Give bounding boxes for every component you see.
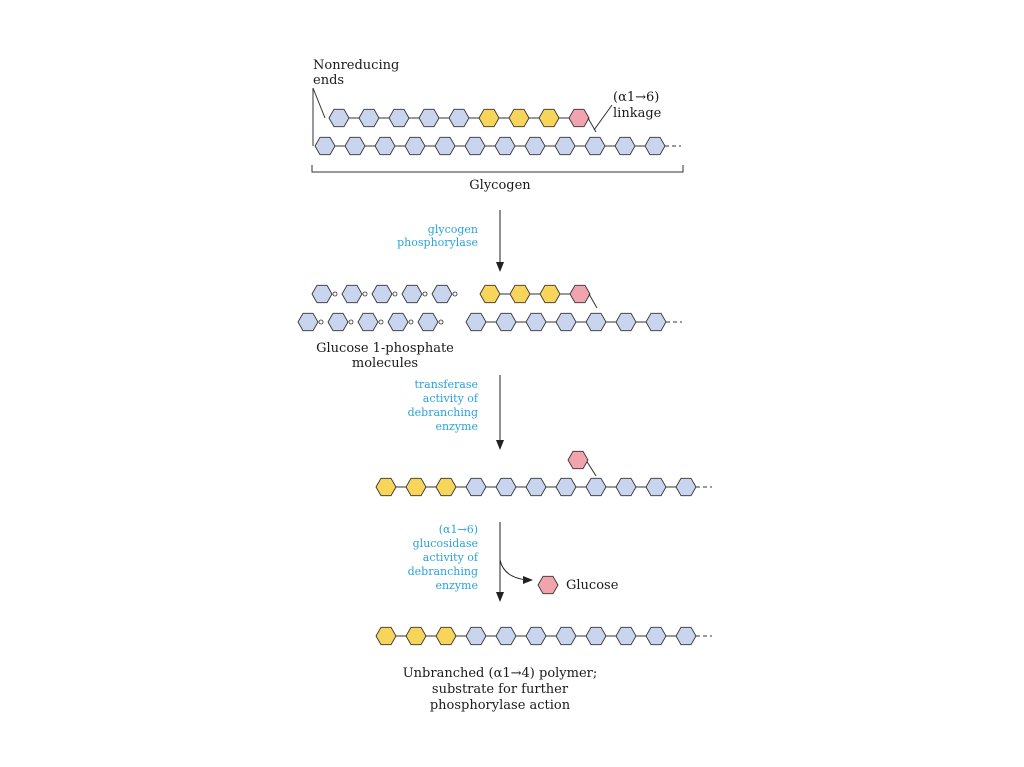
glucose-residue: [538, 576, 558, 593]
enzyme-step2-line2: activity of: [422, 392, 478, 405]
alpha-1-6-bond: [589, 294, 597, 308]
glucose-residue: [526, 478, 546, 495]
glucose-residue: [372, 285, 392, 302]
stage-after-phosphorylase: [298, 285, 682, 371]
glycogen-main-chain: [315, 137, 681, 154]
glucose-residue: [479, 109, 499, 126]
glucose-residue: [449, 109, 469, 126]
step-transferase: [408, 375, 504, 450]
glucose-residue: [376, 478, 396, 495]
glucose-residue: [540, 285, 560, 302]
phosphate-group: [319, 320, 323, 324]
alpha-1-6-bond: [588, 118, 596, 132]
enzyme-step2-line1: transferase: [414, 378, 478, 391]
glycogen-branch-chain: [329, 109, 596, 132]
glucose-residue: [496, 627, 516, 644]
glycogen-label: Glycogen: [469, 178, 531, 193]
glycogen-bracket: [312, 165, 683, 172]
stage-unbranched: [376, 627, 712, 713]
glucose-residue: [328, 313, 348, 330]
glucose-residue: [676, 627, 696, 644]
free-glucose-residue: [538, 576, 558, 593]
glucose-label: Glucose: [566, 578, 619, 593]
alpha-1-6-bond: [586, 460, 596, 476]
glucose-residue: [570, 285, 590, 302]
enzyme-step3-line2: glucosidase: [412, 537, 478, 550]
enzyme-step3-line5: enzyme: [435, 579, 478, 592]
glucose-residue: [315, 137, 335, 154]
enzyme-step3-line4: debranching: [407, 565, 478, 578]
glucose-residue: [586, 478, 606, 495]
linkage-pointer: [594, 105, 612, 130]
glucose-residue: [526, 313, 546, 330]
nonreducing-label-2: ends: [313, 73, 345, 88]
phosphate-group: [349, 320, 353, 324]
glucose-residue: [358, 313, 378, 330]
glucose-residue: [510, 285, 530, 302]
enzyme-step2-line4: enzyme: [435, 420, 478, 433]
glucose-residue: [646, 627, 666, 644]
glucose-residue: [432, 285, 452, 302]
glucose-residue: [436, 478, 456, 495]
linkage-label-2: linkage: [613, 106, 662, 121]
glucose-residue: [406, 627, 426, 644]
phosphate-group: [363, 292, 367, 296]
glucose-residue: [496, 478, 516, 495]
glucose-residue: [645, 137, 665, 154]
glucose-residue: [435, 137, 455, 154]
glucose-residue: [436, 627, 456, 644]
glucose-residue: [525, 137, 545, 154]
glucose-residue: [405, 137, 425, 154]
glucose-residue: [465, 137, 485, 154]
glucose-residue: [389, 109, 409, 126]
glucose-residue: [586, 627, 606, 644]
glucose-1-phosphate-row-1: [312, 285, 457, 302]
glucose-residue: [646, 478, 666, 495]
phosphate-group: [439, 320, 443, 324]
glucose-residue: [526, 627, 546, 644]
step-phosphorylase: [397, 210, 504, 272]
glucose-release-arrow-head: [523, 576, 533, 584]
glucose-residue: [406, 478, 426, 495]
remaining-branch-chain: [480, 285, 597, 308]
glucose-residue: [616, 627, 636, 644]
glucose-residue: [418, 313, 438, 330]
stage-after-transferase: [376, 451, 712, 495]
main-chain-3: [376, 478, 712, 495]
glucose-residue: [568, 451, 588, 468]
glucose-residue: [539, 109, 559, 126]
glucose-residue: [359, 109, 379, 126]
glucose-residue: [615, 137, 635, 154]
arrow-3-head: [496, 592, 504, 602]
glucose-residue: [312, 285, 332, 302]
glucose-residue: [345, 137, 365, 154]
glucose-residue: [556, 313, 576, 330]
glucose-residue: [388, 313, 408, 330]
glucose-residue: [376, 627, 396, 644]
phosphate-group: [409, 320, 413, 324]
g1p-label-2: molecules: [351, 356, 419, 371]
enzyme-step3-line3: activity of: [422, 551, 478, 564]
arrow-1-head: [496, 262, 504, 272]
glucose-residue: [495, 137, 515, 154]
glucose-residue: [466, 627, 486, 644]
glucose-residue: [556, 627, 576, 644]
stage-glycogen: [312, 58, 683, 193]
glucose-residue: [466, 478, 486, 495]
phosphate-group: [333, 292, 337, 296]
glucose-residue: [419, 109, 439, 126]
phosphate-group: [393, 292, 397, 296]
glucose-residue: [646, 313, 666, 330]
glucose-residue: [616, 313, 636, 330]
glucose-residue: [496, 313, 516, 330]
enzyme-step2-line3: debranching: [407, 406, 478, 419]
glucose-residue: [556, 478, 576, 495]
glucose-1-phosphate-row-2: [298, 313, 443, 330]
glucose-residue: [586, 313, 606, 330]
glucose-residue: [480, 285, 500, 302]
glucose-residue: [375, 137, 395, 154]
glucose-residue: [466, 313, 486, 330]
enzyme-step1-line2: phosphorylase: [397, 236, 478, 249]
glucose-residue: [616, 478, 636, 495]
phosphate-group: [423, 292, 427, 296]
glucose-residue: [676, 478, 696, 495]
g1p-label-1: Glucose 1-phosphate: [316, 341, 454, 356]
unbranched-chain: [376, 627, 712, 644]
final-label-2: substrate for further: [431, 682, 569, 697]
glucose-residue: [342, 285, 362, 302]
glucose-residue: [555, 137, 575, 154]
glucose-residue: [402, 285, 422, 302]
arrow-2-head: [496, 440, 504, 450]
enzyme-step3-line1: (α1→6): [438, 523, 478, 536]
phosphate-group: [453, 292, 457, 296]
glucose-residue: [569, 109, 589, 126]
final-label-1: Unbranched (α1→4) polymer;: [402, 666, 598, 681]
step-glucosidase: [408, 522, 619, 602]
linkage-label-1: (α1→6): [613, 90, 660, 105]
final-label-3: phosphorylase action: [429, 698, 571, 713]
glucose-residue: [585, 137, 605, 154]
glucose-residue: [509, 109, 529, 126]
glucose-residue: [329, 109, 349, 126]
phosphate-group: [379, 320, 383, 324]
glucose-residue: [298, 313, 318, 330]
single-branch-residue: [568, 451, 596, 476]
nonreducing-label-1: Nonreducing: [313, 58, 400, 73]
main-chain-2: [466, 313, 682, 330]
enzyme-step1-line1: glycogen: [427, 223, 478, 236]
